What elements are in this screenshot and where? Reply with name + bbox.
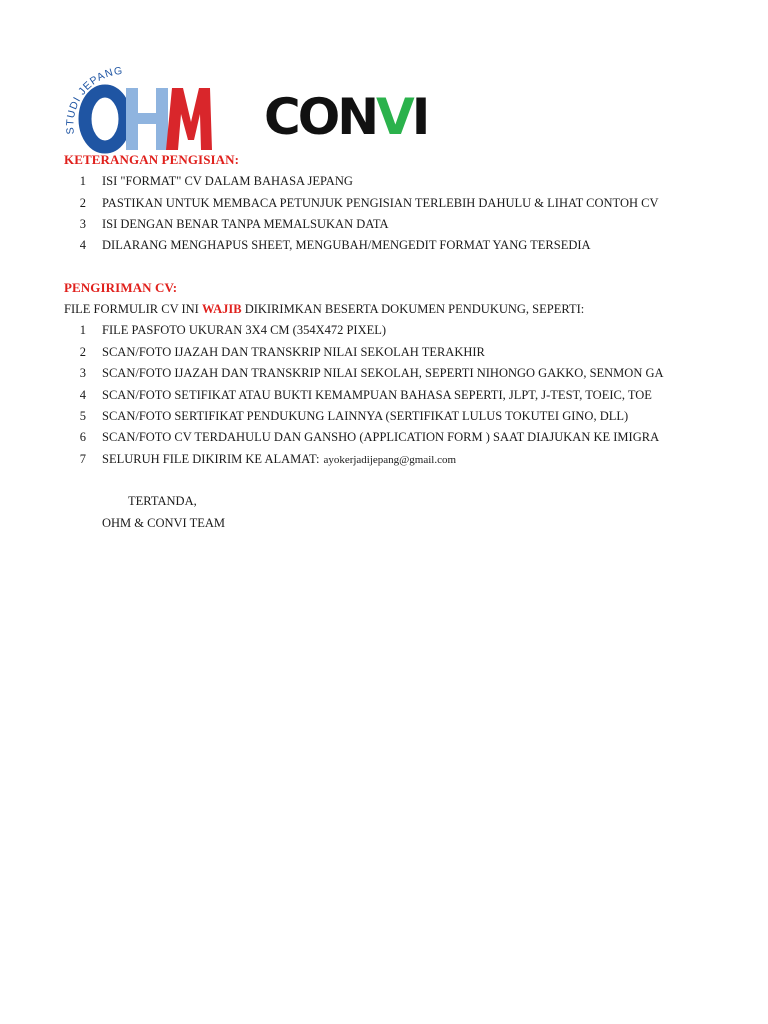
item-text: SCAN/FOTO IJAZAH DAN TRANSKRIP NILAI SEKOLAH, SEPERTI NIHONGO GAKKO, SENMON GA: [102, 366, 664, 380]
pengiriman-item: [0, 323, 662, 341]
item-text: SCAN/FOTO SERTIFIKAT PENDUKUNG LAINNYA (SERTIFIKAT LULUS TOKUTEI GINO, DLL): [102, 409, 629, 423]
keterangan-heading: KETERANGAN PENGISIAN:: [64, 152, 240, 167]
svg-text:CONVI: CONVI: [264, 88, 428, 146]
ohm-arc-text: STUDI JEPANG: [64, 64, 124, 135]
pengiriman-intro: [64, 302, 584, 317]
ohm-letter-h-bar: [126, 113, 168, 124]
pengiriman-item: [0, 430, 662, 448]
intro-before: FILE FORMULIR CV INI: [64, 302, 202, 316]
item-text: SCAN/FOTO IJAZAH DAN TRANSKRIP NILAI SEKOLAH TERAKHIR: [102, 345, 485, 359]
item-text: PASTIKAN UNTUK MEMBACA PETUNJUK PENGISIAN TERLEBIH DAHULU & LIHAT CONTOH CV: [102, 196, 659, 210]
item-text: ISI "FORMAT" CV DALAM BAHASA JEPANG: [102, 174, 353, 188]
item-number: 1: [79, 323, 86, 337]
item-text: SCAN/FOTO CV TERDAHULU DAN GANSHO (APPLICATION FORM ) SAAT DIAJUKAN KE IMIGRA: [102, 430, 660, 444]
pengiriman-item: [0, 452, 662, 470]
item-number: 5: [79, 409, 86, 423]
intro-after: DIKIRIMKAN BESERTA DOKUMEN PENDUKUNG, SEPERTI:: [241, 302, 585, 316]
convi-logo: [262, 88, 428, 146]
keterangan-item: [0, 174, 662, 192]
item-text: FILE PASFOTO UKURAN 3X4 CM (354X472 PIXEL): [102, 323, 387, 337]
item-number: 6: [79, 430, 86, 444]
item-number: 4: [79, 238, 86, 252]
item-text: DILARANG MENGHAPUS SHEET, MENGUBAH/MENGEDIT FORMAT YANG TERSEDIA: [102, 238, 591, 252]
signature-line2: OHM & CONVI TEAM: [102, 516, 226, 530]
ohm-letter-m: [166, 88, 212, 150]
ohm-letter-o: [85, 91, 125, 147]
item-number: 4: [79, 388, 86, 402]
keterangan-item: [0, 217, 662, 235]
last-item-text: SELURUH FILE DIKIRIM KE ALAMAT:: [102, 452, 320, 466]
item-number: 7: [79, 452, 86, 466]
item-number: 3: [79, 217, 86, 231]
keterangan-item: [0, 238, 662, 256]
item-number: 3: [79, 366, 86, 380]
pengiriman-item: [0, 366, 662, 384]
pengiriman-item: [0, 345, 662, 363]
item-number: 2: [79, 345, 86, 359]
pengiriman-heading: PENGIRIMAN CV:: [64, 280, 178, 295]
intro-emphasis: WAJIB: [201, 302, 242, 316]
item-number: 2: [79, 196, 86, 210]
item-text: SCAN/FOTO SETIFIKAT ATAU BUKTI KEMAMPUAN BAHASA SEPERTI, JLPT, J-TEST, TOEIC, TOE: [102, 388, 652, 402]
pengiriman-item: [0, 409, 662, 427]
item-number: 1: [79, 174, 86, 188]
keterangan-item: [0, 196, 662, 214]
ohm-logo: [60, 64, 220, 154]
email-address: ayokerjadijepang@gmail.com: [323, 454, 457, 466]
pengiriman-item: [0, 388, 662, 406]
signature-line1: TERTANDA,: [128, 494, 197, 508]
item-text: ISI DENGAN BENAR TANPA MEMALSUKAN DATA: [102, 217, 389, 231]
item-text: [102, 452, 456, 467]
